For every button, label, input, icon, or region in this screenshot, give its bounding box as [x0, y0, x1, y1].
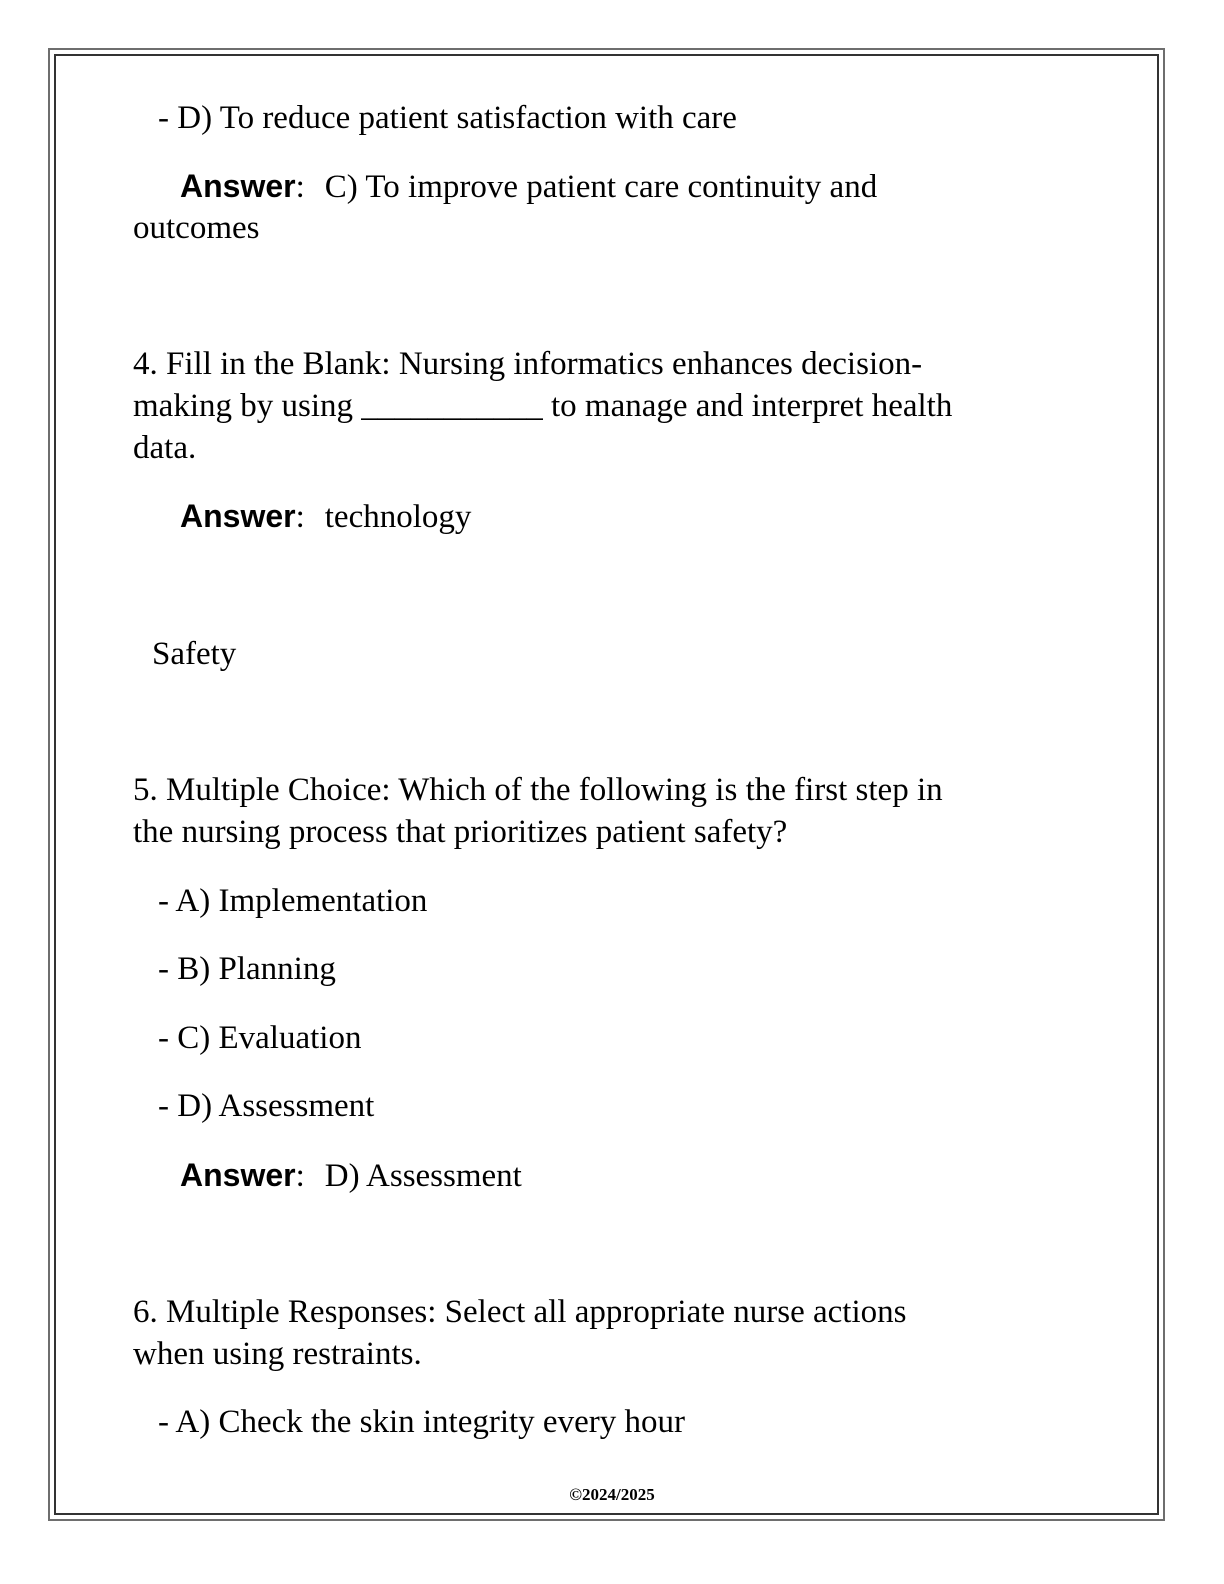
- q5-question-line-1: 5. Multiple Choice: Which of the following is the first step in: [133, 772, 943, 808]
- q6-option-a: - A) Check the skin integrity every hour: [158, 1404, 685, 1440]
- answer-separator: :: [295, 1158, 305, 1194]
- q3-answer-continuation: outcomes: [133, 210, 260, 246]
- answer-label: Answer: [180, 498, 296, 534]
- q5-answer-line: [180, 1154, 522, 1197]
- q5-option-a: - A) Implementation: [158, 883, 428, 919]
- q3-option-d: - D) To reduce patient satisfaction with care: [158, 100, 737, 136]
- q6-question-line-2: when using restraints.: [133, 1336, 422, 1372]
- q4-question-line-1: 4. Fill in the Blank: Nursing informatics enhances decision-: [133, 346, 923, 382]
- q4-answer-text: technology: [324, 499, 472, 535]
- copyright-footer: ©2024/2025: [569, 1485, 655, 1504]
- q3-answer-text: C) To improve patient care continuity and: [324, 169, 878, 205]
- q4-question-line-2: making by using ___________ to manage and interpret health: [133, 388, 953, 424]
- q5-option-d: - D) Assessment: [158, 1088, 375, 1124]
- q5-option-c: - C) Evaluation: [158, 1020, 362, 1056]
- q5-answer-text: D) Assessment: [324, 1158, 522, 1194]
- q4-answer-line: [180, 495, 471, 538]
- answer-label: Answer: [180, 168, 296, 204]
- answer-separator: :: [295, 499, 305, 535]
- q5-option-b: - B) Planning: [158, 951, 336, 987]
- section-heading: Safety: [152, 636, 237, 672]
- q4-question-line-3: data.: [133, 430, 197, 466]
- q5-question-line-2: the nursing process that prioritizes patient safety?: [133, 814, 788, 850]
- q6-question-line-1: 6. Multiple Responses: Select all appropriate nurse actions: [133, 1294, 907, 1330]
- answer-label: Answer: [180, 1157, 296, 1193]
- q3-answer-line: [180, 165, 877, 208]
- answer-separator: :: [295, 169, 305, 205]
